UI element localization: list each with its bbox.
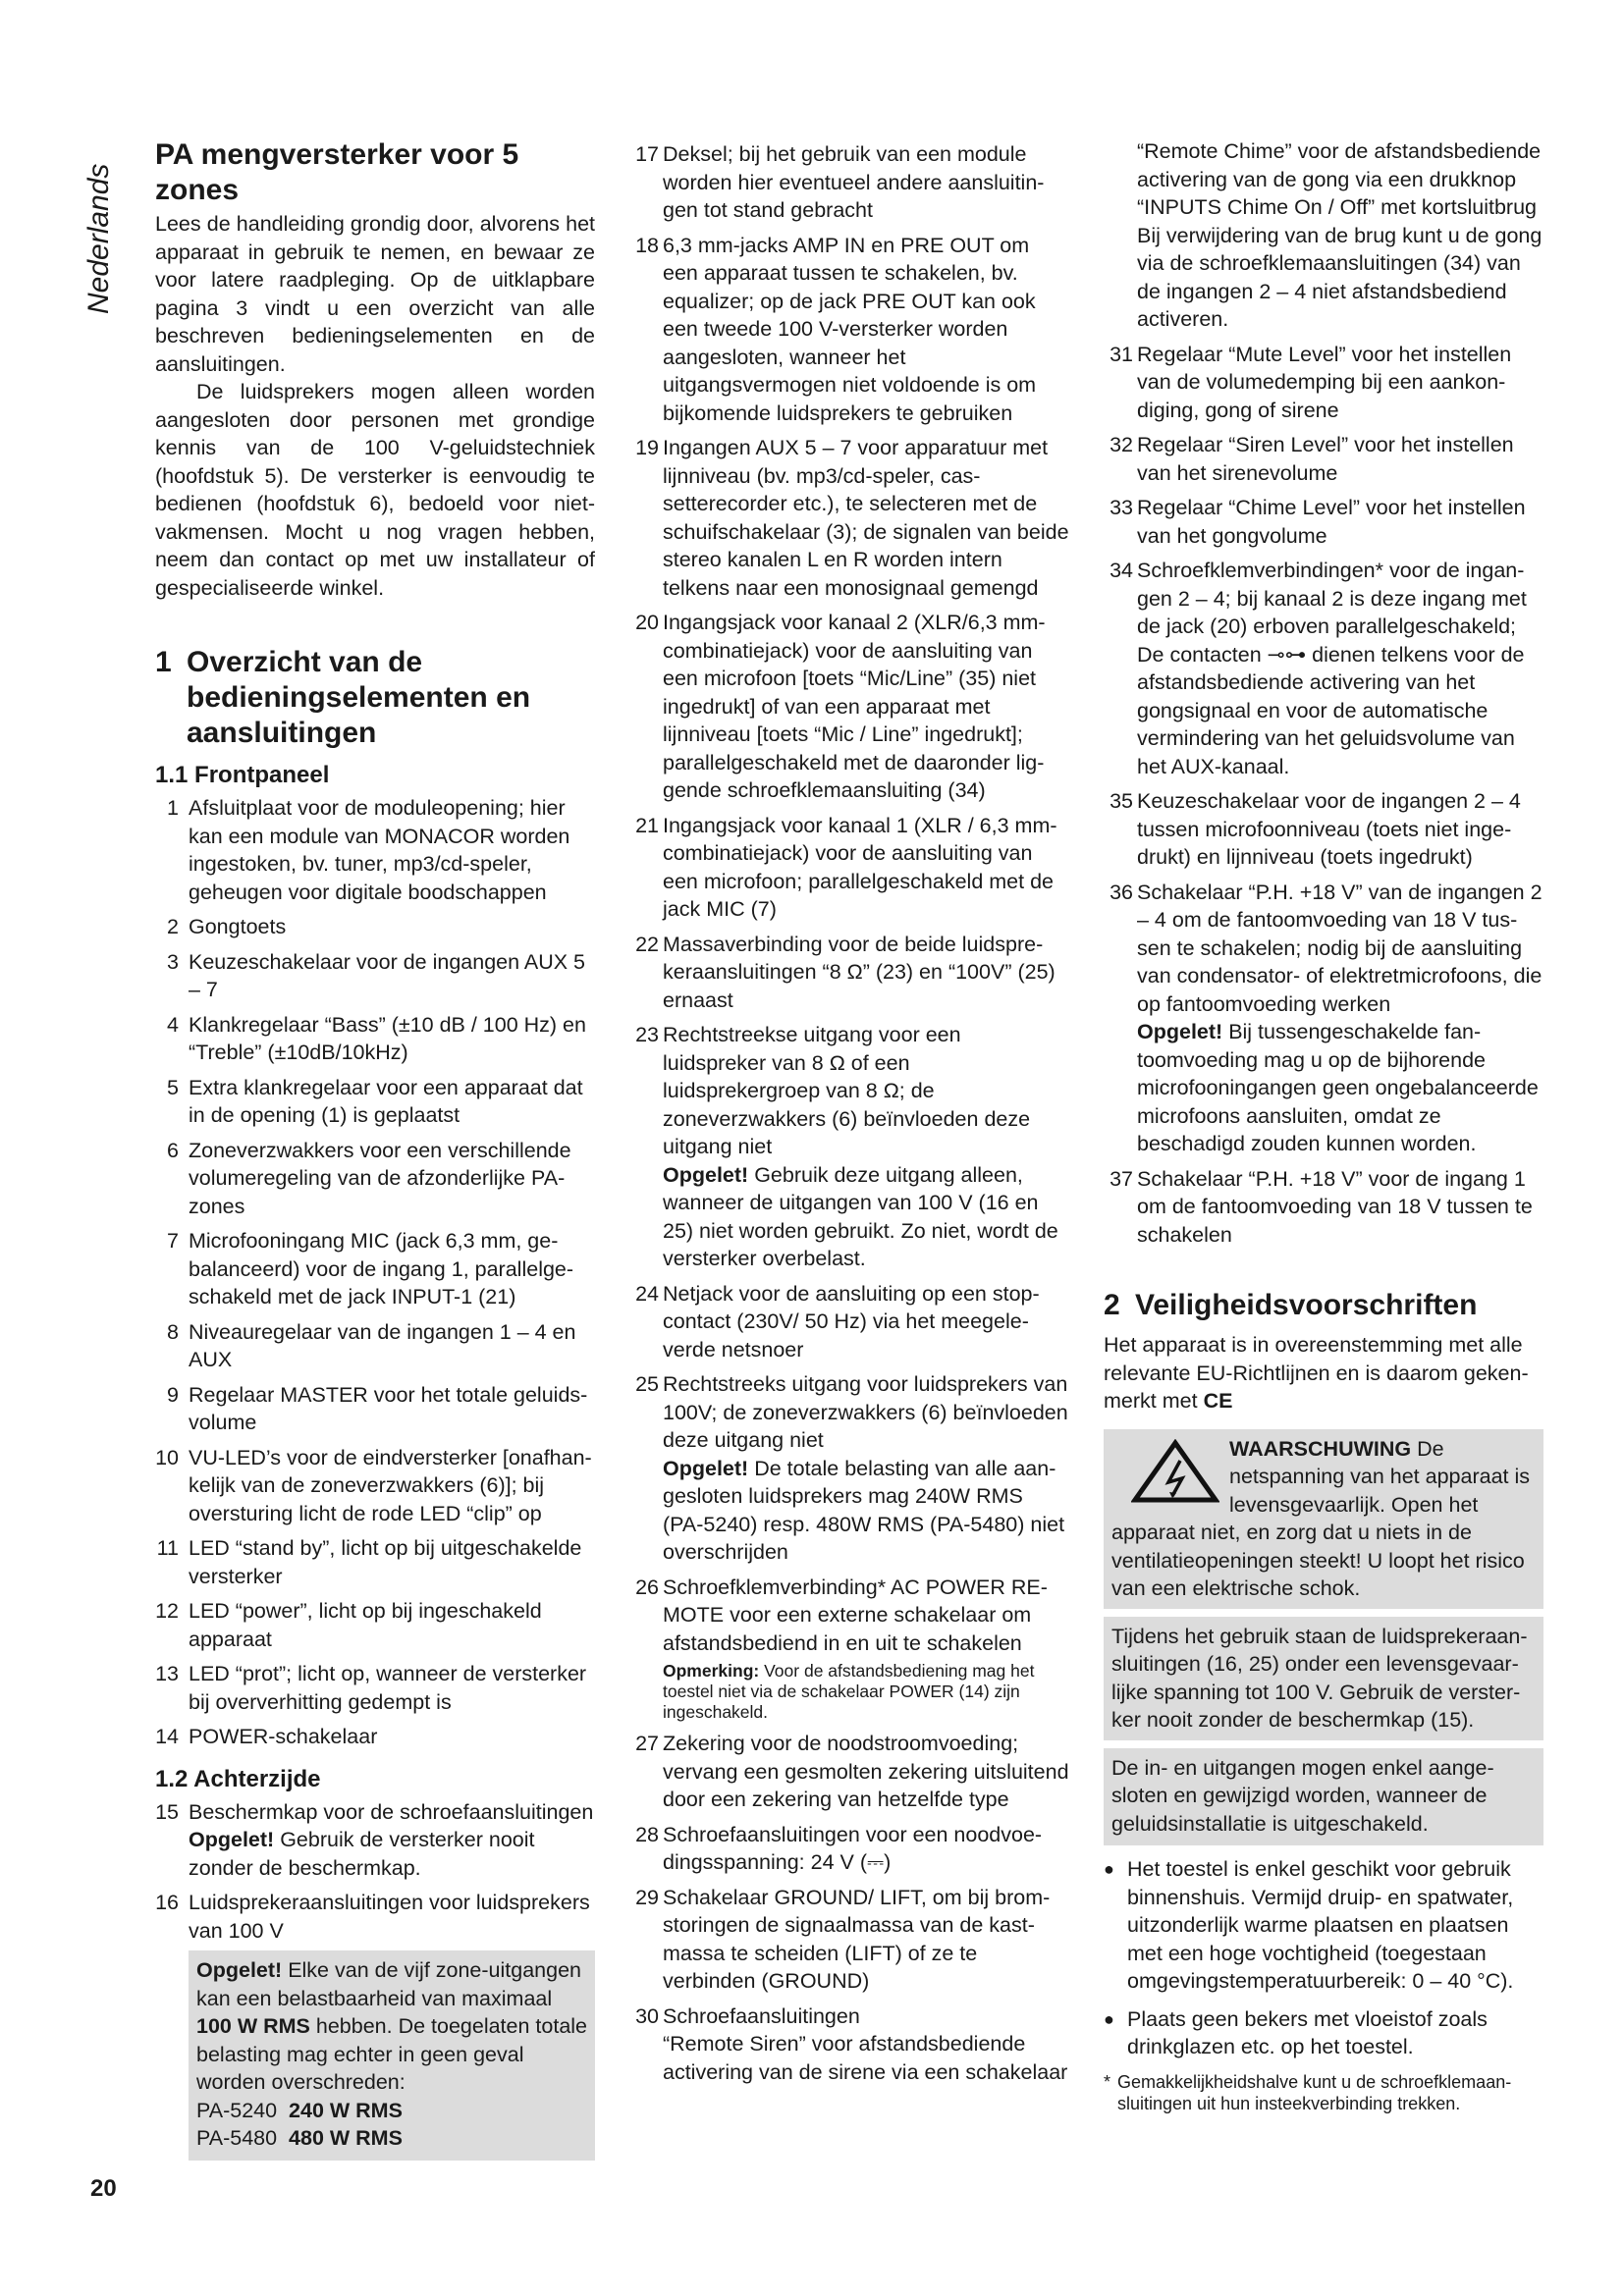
item-text: Schakelaar “P.H. +18 V” van de ingangen 2 – 4 om de fantoomvoeding van 18 V tussen te schakelen; nodig bij de aansluiting van condensator- of elektretmicrofoons, die op fantoomvoeding werken (1137, 880, 1543, 1016)
list-item (155, 1889, 595, 1945)
section-number: 2 (1104, 1289, 1120, 1321)
footnote-marker: * (1104, 2071, 1111, 2092)
item-text: Extra klankregelaar voor een apparaat dat in de opening (1) is geplaatst (189, 1075, 583, 1127)
list-item (629, 140, 1069, 225)
item-number: 21 (635, 813, 659, 837)
item-number: 37 (1110, 1166, 1133, 1191)
item-text: Microfooningang MIC (jack 6,3 mm, gebalanceerd) voor de ingang 1, parallelgeschakeld met de jack INPUT-1 (21) (189, 1229, 574, 1308)
warning-label: Opgelet! (663, 1456, 749, 1480)
warning-heading: WAARSCHUWING (1229, 1436, 1412, 1461)
rear-list-a (629, 140, 1069, 1014)
list-item (629, 434, 1069, 602)
item-number: 7 (167, 1229, 179, 1253)
item-number: 32 (1110, 433, 1133, 456)
list-item (629, 609, 1069, 805)
note-label: Opmerking: (663, 1661, 760, 1681)
item-number: 35 (1110, 789, 1133, 813)
section-title: Veiligheidsvoorschriften (1135, 1289, 1478, 1321)
item-text: POWER-schakelaar (189, 1725, 378, 1748)
list-item (629, 2002, 1069, 2087)
item-number: 34 (1110, 559, 1133, 582)
item-number: 31 (1110, 342, 1133, 366)
model-name: PA-5240 (196, 2098, 278, 2122)
item-text: LED “prot”; licht op, wanneer de versterker bij oververhitting gedempt is (189, 1662, 587, 1714)
section-1-heading (155, 645, 595, 751)
model-name: PA-5480 (196, 2126, 278, 2150)
list-item (629, 1821, 1069, 1877)
item-text: Niveauregelaar van de ingangen 1 – 4 en AUX (189, 1319, 576, 1371)
item-subtext: Bij verwijdering van de brug kunt u de gong via de schroefklemaansluitingen (34) van de ingangen 2 – 4 niet afstandsbediend activeren. (1137, 223, 1543, 331)
note-text: Voor de afstandsbediening mag het toestel niet via de schakelaar POWER (14) zijn ingeschakeld. (663, 1661, 1035, 1722)
item-text: 6,3 mm-jacks AMP IN en PRE OUT om een apparaat tussen te schakelen, bv. equalizer; op de jack PRE OUT kan ook een tweede 100 V-versterker worden aangesloten, wanneer het uitgangsvermogen niet voldoende is om bijkomende luidsprekers te gebruiken (663, 233, 1037, 425)
item-text: Rechtstreekse uitgang voor een luidspreker van 8 Ω of een luidsprekergroep van 8 Ω; de zoneverzwakkers (6) beïnvloeden deze uitgang niet (663, 1023, 1031, 1158)
warning-text: Bij tussengeschakelde fantoomvoeding mag u op de bijhorende microfooningangen geen ongebalanceerde microfoons aansluiten, omdat ze beschadigd zouden kunnen worden. (1137, 1020, 1539, 1155)
warning-text: Gebruik deze uitgang alleen, wanneer de uitgangen van 100 V (16 en 25) niet worden gebruikt. Zo niet, wordt de versterker overbelast. (663, 1162, 1058, 1270)
item-number: 27 (635, 1732, 659, 1755)
item-number: 20 (635, 611, 659, 634)
page-number: 20 (90, 2175, 117, 2202)
front-panel-list (155, 794, 595, 1751)
item-number: 18 (635, 233, 659, 257)
item-number: 4 (167, 1012, 179, 1037)
item-number: 36 (1110, 880, 1133, 904)
item-text: Regelaar “Siren Level” voor het instellen van het sirenevolume (1137, 433, 1514, 485)
subsection-front-panel: 1.1 Frontpaneel (155, 762, 330, 788)
list-item (1104, 431, 1543, 487)
bullet-item (1104, 1855, 1543, 1996)
list-item (629, 1280, 1069, 1364)
item-text: Zoneverzwakkers voor een verschillende volumeregeling van de afzonderlijke PA-zones (189, 1138, 571, 1218)
item-text: Keuzeschakelaar voor de ingangen AUX 5 – 7 (189, 949, 585, 1001)
item-number: 2 (167, 915, 179, 938)
list-item (155, 1597, 595, 1653)
item-text: Schroefklemverbinding* AC POWER REMOTE voor een externe schakelaar om afstandsbediend in en uit te schakelen (663, 1575, 1048, 1655)
warning-label: Opgelet! (189, 1828, 275, 1851)
item-text: Deksel; bij het gebruik van een module worden hier eventueel andere aansluitingen tot stand gebracht (663, 142, 1045, 222)
item-number: 3 (167, 949, 179, 974)
footnote-text: Gemakkelijkheidshalve kunt u de schroefklemaansluitingen uit hun insteekverbinding trekken. (1117, 2071, 1512, 2113)
item-text: Afsluitplaat voor de moduleopening; hier kan een module van MONACOR worden ingestoken, bv. tuner, mp3/cd-speler, geheugen voor digitale boodschappen (189, 796, 570, 904)
list-item (155, 1011, 595, 1067)
warning-text: Elke van de vijf zone-uitgangen kan een belastbaarheid van maximaal (196, 1958, 581, 2010)
item-number: 9 (167, 1382, 179, 1407)
list-item (155, 913, 595, 941)
intro-paragraph-1: Lees de handleiding grondig door, alvorens het apparaat in gebruik te nemen, en bewaar ze voor latere raadpleging. Op de uitklapbare pagina 3 vindt u een overzicht van alle beschreven bedieningselementen en de aansluitingen. (155, 212, 595, 376)
item-text: Ingangsjack voor kanaal 2 (XLR/6,3 mm-combinatiejack) voor de aansluiting van een microfoon [toets “Mic/Line” (35) niet ingedrukt] of van een apparaat met lijnniveau [toets “Mic / Line” ingedrukt]; parallelgeschakeld met de daaronder liggende schroefklemaansluiting (34) (663, 611, 1046, 802)
list-item (629, 812, 1069, 924)
item-subtext: “Remote Siren” voor afstandsbediende activering van de sirene via een schakelaar (663, 2032, 1068, 2084)
bullet-item (1104, 2005, 1543, 2061)
bullet-text: Plaats geen bekers met vloeistof zoals drinkglazen etc. op het toestel. (1127, 2006, 1488, 2058)
warning-paragraph-2: Tijdens het gebruik staan de luidsprekeraansluitingen (16, 25) onder een levensgevaarlijke spanning tot 100 V. Gebruik de versterker nooit zonder de beschermkap (15). (1111, 1624, 1528, 1732)
list-item (629, 1370, 1069, 1567)
section-2-heading (1104, 1288, 1543, 1323)
item-number: 15 (155, 1799, 179, 1824)
item-text: Zekering voor de noodstroomvoeding; vervang een gesmolten zekering uitsluitend door een zekering van hetzelfde type (663, 1732, 1069, 1811)
list-item (155, 1798, 595, 1883)
column-3 (1104, 137, 1543, 2114)
item-number: 5 (167, 1075, 179, 1099)
item-number: 29 (635, 1885, 659, 1909)
list-item-continued (1104, 137, 1543, 334)
max-load-value: 100 W RMS (196, 2014, 310, 2038)
warning-box (1104, 1429, 1543, 1846)
item-text: Massaverbinding voor de beide luidsprekeraansluitingen “8 Ω” (23) en “100V” (25) ernaast (663, 932, 1056, 1012)
item-number: 24 (635, 1281, 659, 1306)
page-title: PA mengversterker voor 5 zones (155, 138, 519, 206)
item-number: 22 (635, 932, 659, 956)
list-item (155, 1074, 595, 1130)
list-item (1104, 879, 1543, 1158)
list-item (1104, 341, 1543, 425)
item-text: Klankregelaar “Bass” (±10 dB / 100 Hz) en “Treble” (±10dB/10kHz) (189, 1012, 586, 1064)
list-item (155, 1660, 595, 1716)
item-number: 33 (1110, 496, 1133, 519)
list-item (155, 794, 595, 906)
list-item (155, 1318, 595, 1374)
item-number: 8 (167, 1319, 179, 1344)
item-number: 13 (155, 1662, 179, 1685)
warning-text: De totale belasting van alle aangesloten luidsprekers mag 240W RMS (PA-5240) resp. 480W RMS (PA-5480) niet overschrijden (663, 1456, 1065, 1564)
item-number: 11 (156, 1536, 179, 1560)
item-number: 26 (635, 1575, 659, 1599)
list-item (629, 232, 1069, 428)
item-text: Schroefaansluitingen (663, 2003, 860, 2028)
item-number: 12 (155, 1599, 179, 1623)
safety-intro: Het apparaat is in overeenstemming met alle relevante EU-Richtlijnen en is daarom gekenmerkt met (1104, 1333, 1529, 1413)
list-item (1104, 1165, 1543, 1250)
item-number: 6 (167, 1138, 179, 1162)
ce-mark: CE (1203, 1389, 1233, 1413)
rear-list-c (1104, 341, 1543, 872)
item-number: 25 (635, 1372, 659, 1396)
column-1 (155, 137, 595, 2161)
load-warning-box (189, 1950, 595, 2161)
intro-paragraph-2: De luidsprekers mogen alleen worden aangesloten door personen met grondige kennis van de 100 V-geluidstechniek (hoofdstuk 5). De versterker is eenvoudig te bedienen (hoofdstuk 6), bedoeld voor niet-vakmensen. Mocht u nog vragen hebben, neem dan contact op met uw installateur of gespecialiseerde winkel. (155, 380, 595, 600)
model-load: 240 W RMS (289, 2098, 403, 2122)
item-number: 19 (635, 436, 659, 459)
item-text: LED “power”, licht op bij ingeschakeld apparaat (189, 1599, 542, 1651)
item-text: Regelaar “Mute Level” voor het instellen van de volumedemping bij een aankondiging, gong of sirene (1137, 342, 1512, 422)
item-subtext: “INPUTS Chime On / Off” met kortsluitbrug (1137, 195, 1538, 219)
footnote (1104, 2071, 1543, 2114)
warning-text: Gebruik de versterker nooit zonder de beschermkap. (189, 1828, 535, 1880)
high-voltage-warning-icon (1131, 1439, 1219, 1504)
item-text: Beschermkap voor de schroefaansluitingen (189, 1799, 594, 1824)
list-item (155, 1444, 595, 1528)
warning-paragraph-3: De in- en uitgangen mogen enkel aangesloten en gewijzigd worden, wanneer de geluidsinstallatie is uitgeschakeld. (1111, 1755, 1494, 1836)
language-label: Nederlands (82, 163, 115, 314)
warning-label: Opgelet! (663, 1162, 749, 1187)
list-item (155, 1137, 595, 1221)
item-text: Regelaar “Chime Level” voor het instellen van het gongvolume (1137, 496, 1526, 548)
item-number: 23 (635, 1023, 659, 1046)
list-item (1104, 557, 1543, 780)
item-number: 17 (635, 142, 659, 166)
warning-text: De netspanning van het apparaat is levensgevaarlijk. Open het apparaat niet, en zorg dat u niets in de ventilatieopeningen steekt! U loopt het risico van een elektrische schok. (1111, 1436, 1531, 1600)
list-item (155, 1381, 595, 1437)
item-text: Netjack voor de aansluiting op een stopcontact (230V/ 50 Hz) via het meegeleverde netsnoer (663, 1281, 1040, 1362)
list-item (155, 1723, 595, 1751)
list-item (629, 931, 1069, 1015)
list-item (629, 1730, 1069, 1814)
item-text: Gongtoets (189, 915, 287, 938)
list-item (155, 948, 595, 1004)
list-item (629, 1574, 1069, 1724)
language-tab (82, 137, 122, 314)
column-2 (629, 137, 1069, 2093)
subsection-rear: 1.2 Achterzijde (155, 1765, 321, 1792)
item-text: Schakelaar GROUND/ LIFT, om bij bromstoringen de signaalmassa van de kastmassa te scheiden (LIFT) of ze te verbinden (GROUND) (663, 1885, 1051, 1993)
model-load: 480 W RMS (289, 2126, 403, 2150)
item-number: 1 (167, 796, 179, 820)
list-item (1104, 494, 1543, 550)
item-text: Rechtstreeks uitgang voor luidsprekers van 100V; de zoneverzwakkers (6) beïnvloeden deze uitgang niet (663, 1372, 1068, 1452)
item-text: Luidsprekeraansluitingen voor luidsprekers van 100 V (189, 1891, 590, 1943)
item-text: Ingangen AUX 5 – 7 voor apparatuur met lijnniveau (bv. mp3/cd-speler, cassetterecorder etc.), te selecteren met de schuifschakelaar (3); de signalen van beide stereo kanalen L en R worden intern telkens naar een monosignaal gemengd (663, 436, 1069, 600)
list-item (1104, 787, 1543, 872)
bullet-text: Het toestel is enkel geschikt voor gebruik binnenshuis. Vermijd druip- en spatwater, uitzonderlijk warme plaatsen en plaatsen met een hoge vochtigheid (toegestaan omgevingstemperatuurbereik: 0 – 40 °C). (1127, 1857, 1514, 1993)
item-text: Schroefaansluitingen voor een noodvoedingsspanning: 24 V (⎓) (663, 1822, 1043, 1874)
warning-label: Opgelet! (196, 1958, 283, 1982)
item-subtext: “Remote Chime” voor de afstandsbediende activering van de gong via een drukknop (1137, 139, 1542, 191)
item-text: Schakelaar “P.H. +18 V” voor de ingang 1 om de fantoomvoeding van 18 V tussen te schakelen (1137, 1166, 1533, 1247)
list-item (629, 1884, 1069, 1996)
item-text: Schroefklemverbindingen* voor de ingangen 2 – 4; bij kanaal 2 is deze ingang met de jack (20) erboven parallelgeschakeld; De contacten ⊸⊶ dienen telkens voor de afstandsbediende activering van het gongsignaal en voor de automatische vermindering van het geluidsvolume van het AUX-kanaal. (1137, 559, 1527, 778)
item-text: Regelaar MASTER voor het totale geluidsvolume (189, 1382, 588, 1434)
item-number: 30 (635, 2003, 659, 2028)
item-text: Ingangsjack voor kanaal 1 (XLR / 6,3 mm-combinatiejack) voor de aansluiting van een microfoon; parallelgeschakeld met de jack MIC (7) (663, 813, 1057, 921)
item-text: LED “stand by”, licht op bij uitgeschakelde versterker (189, 1536, 582, 1588)
item-number: 14 (155, 1725, 179, 1748)
item-text: Keuzeschakelaar voor de ingangen 2 – 4 tussen microfoonniveau (toets niet ingedrukt) en lijnniveau (toets ingedrukt) (1137, 789, 1521, 869)
warning-text-2: hebben. De toegelaten totale belasting mag echter in geen geval worden overschreden: (196, 2014, 588, 2094)
section-number: 1 (155, 646, 172, 678)
rear-list-b (629, 1730, 1069, 1996)
item-number: 28 (635, 1822, 659, 1846)
list-item (629, 1021, 1069, 1273)
section-title: Overzicht van de bedieningselementen en aansluitingen (187, 646, 531, 749)
item-number: 10 (155, 1445, 179, 1469)
item-text: VU-LED’s voor de eindversterker [onafhankelijk van de zoneverzwakkers (6)]; bij oversturing licht de rode LED “clip” op (189, 1445, 592, 1525)
list-item (155, 1534, 595, 1590)
list-item (155, 1227, 595, 1311)
item-number: 16 (155, 1891, 179, 1914)
warning-label: Opgelet! (1137, 1020, 1223, 1043)
